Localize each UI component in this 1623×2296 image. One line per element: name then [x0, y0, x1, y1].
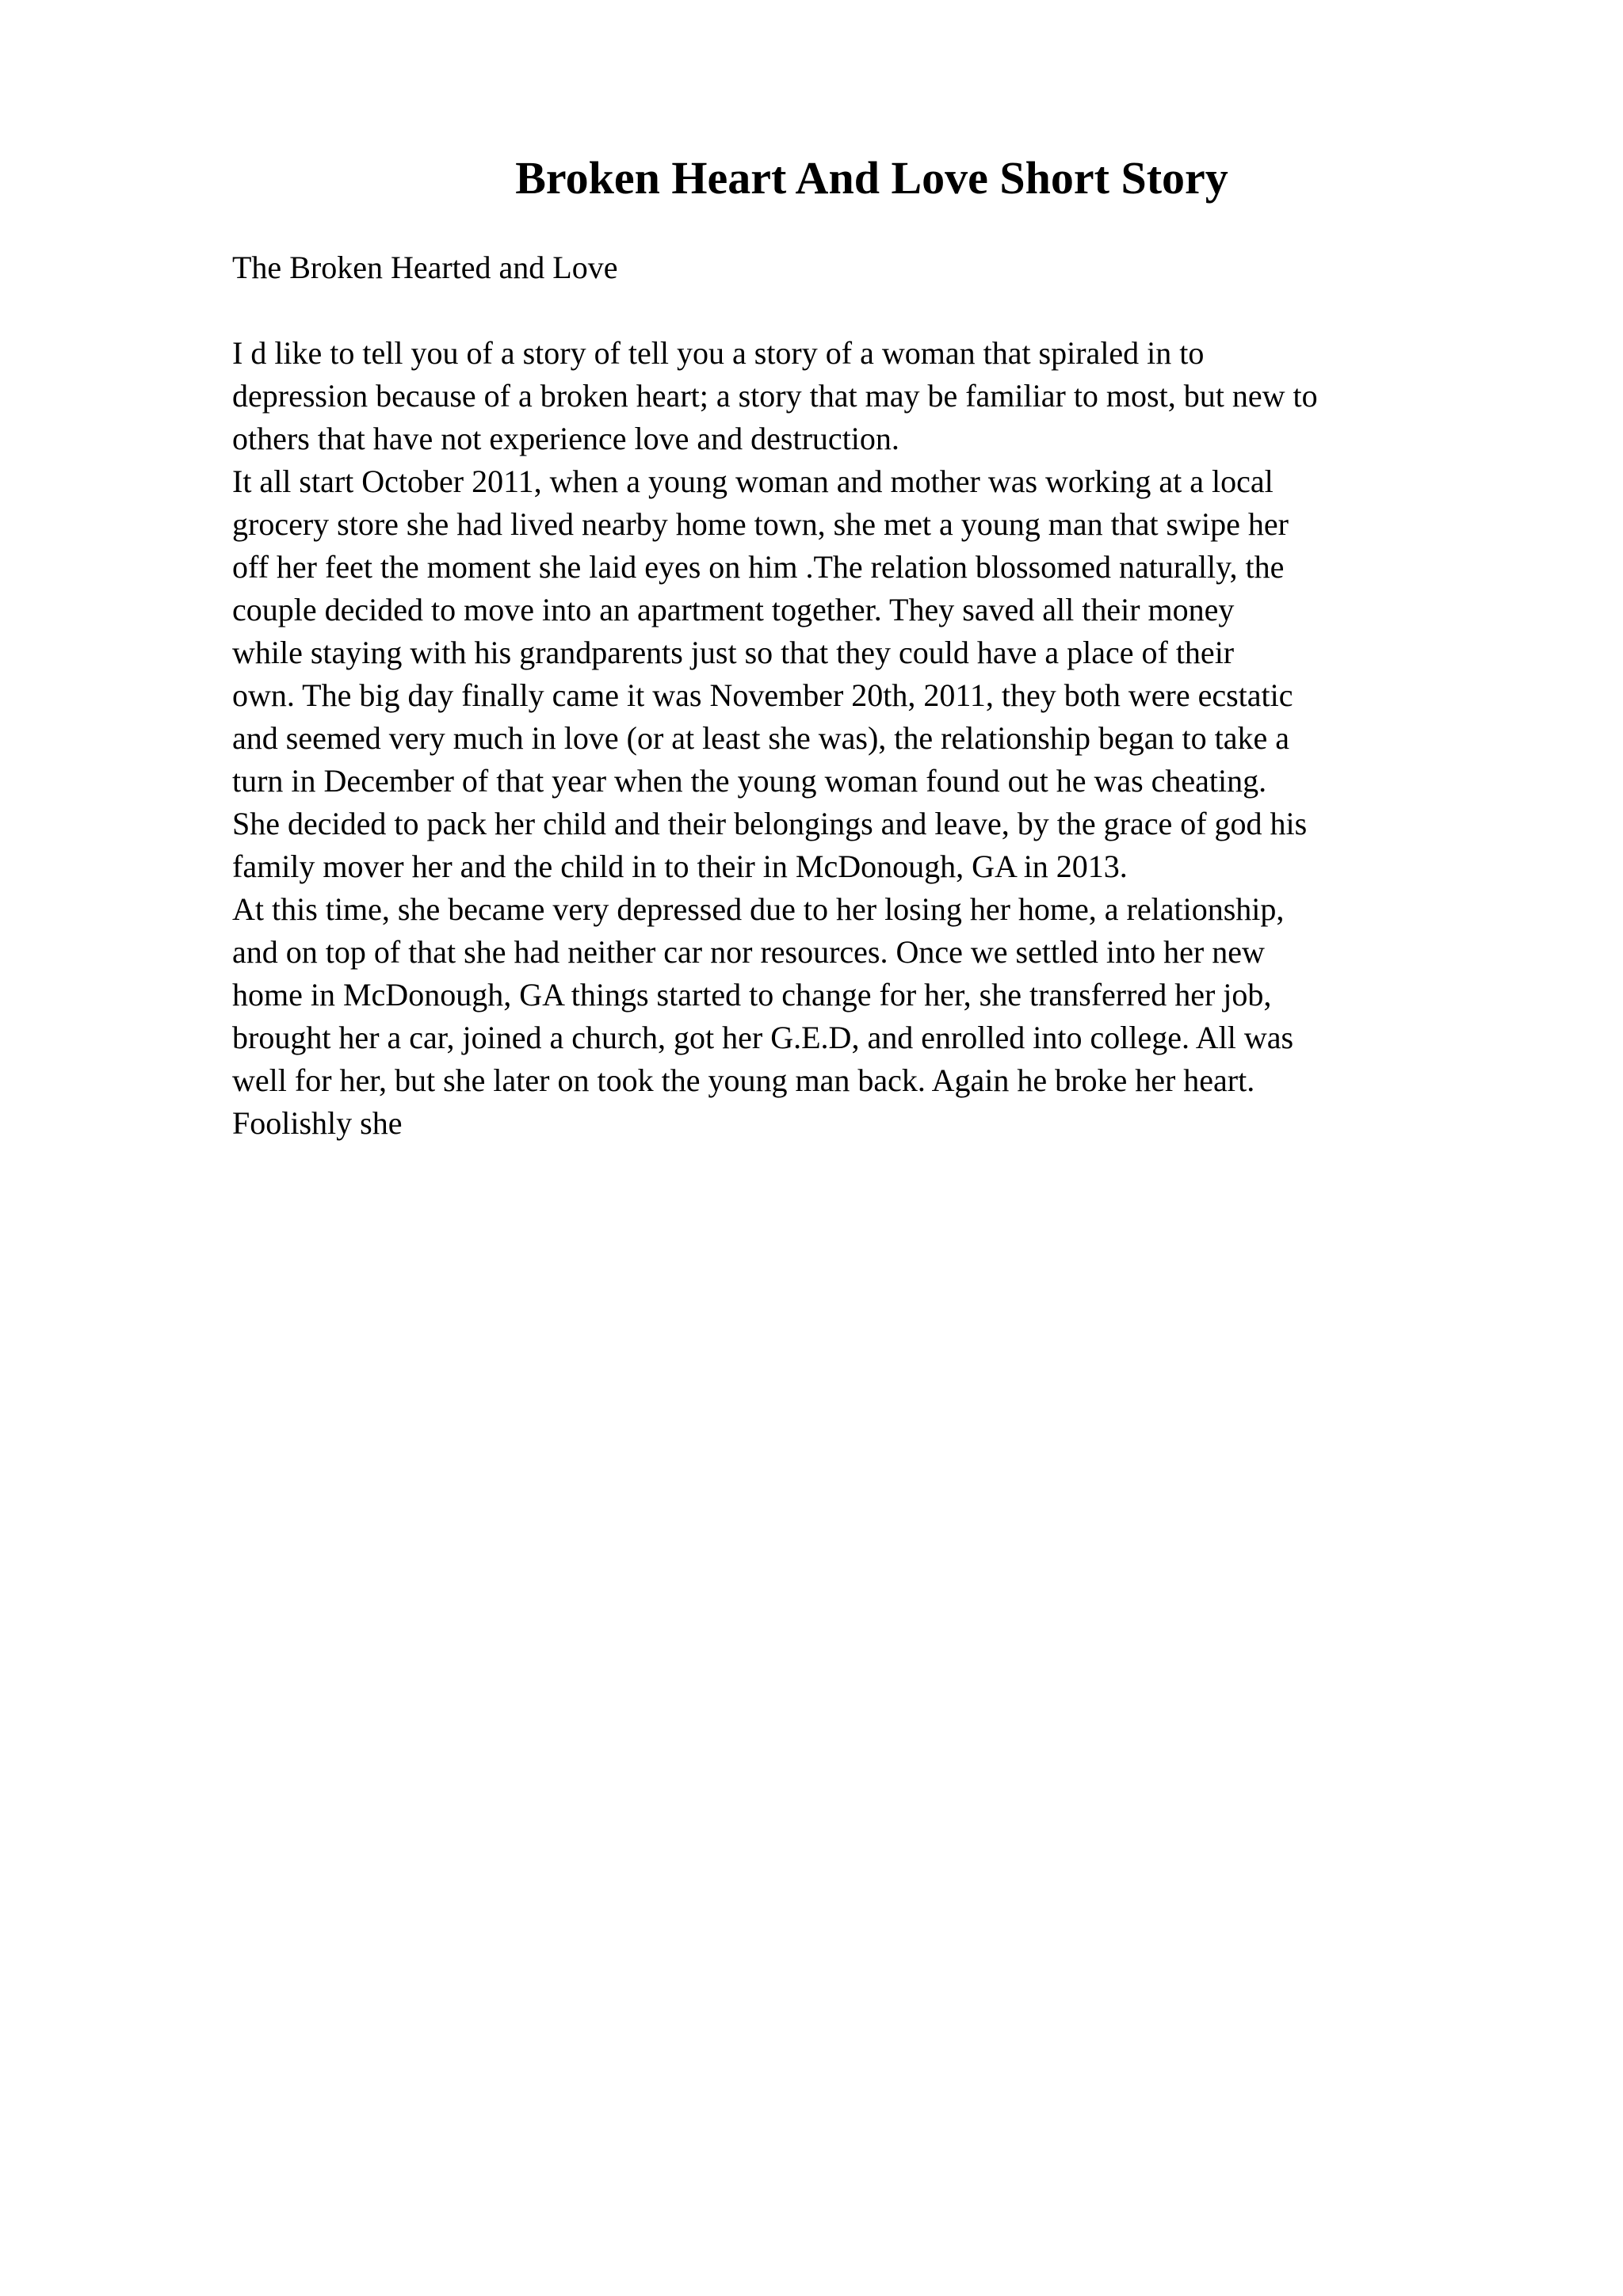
body-line: well for her, but she later on took the young man back. Again he broke her heart. — [232, 1062, 1255, 1098]
body-line: It all start October 2011, when a young woman and mother was working at a local — [232, 463, 1274, 499]
body-line: family mover her and the child in to their in McDonough, GA in 2013. — [232, 849, 1128, 884]
body-line: and seemed very much in love (or at least she was), the relationship began to take a — [232, 720, 1289, 756]
body-line: and on top of that she had neither car nor resources. Once we settled into her new — [232, 934, 1265, 970]
body-line: while staying with his grandparents just so that they could have a place of their — [232, 635, 1235, 670]
body-line: home in McDonough, GA things started to change for her, she transferred her job, — [232, 977, 1272, 1013]
body-line: grocery store she had lived nearby home town, she met a young man that swipe her — [232, 506, 1289, 542]
body-line: I d like to tell you of a story of tell you a story of a woman that spiraled in to — [232, 335, 1205, 371]
document-body — [232, 246, 1516, 1145]
body-line: own. The big day finally came it was November 20th, 2011, they both were ecstatic — [232, 677, 1293, 713]
body-line: depression because of a broken heart; a story that may be familiar to most, but new to — [232, 378, 1318, 414]
body-line: couple decided to move into an apartment together. They saved all their money — [232, 592, 1235, 627]
body-line: others that have not experience love and destruction. — [232, 421, 899, 456]
body-line: She decided to pack her child and their belongings and leave, by the grace of god his — [232, 806, 1308, 841]
body-line: brought her a car, joined a church, got her G.E.D, and enrolled into college. All was — [232, 1020, 1294, 1055]
body-line: off her feet the moment she laid eyes on him .The relation blossomed naturally, the — [232, 549, 1285, 585]
body-line: At this time, she became very depressed due to her losing her home, a relationship, — [232, 891, 1285, 927]
body-line: turn in December of that year when the young woman found out he was cheating. — [232, 763, 1267, 799]
document-title: Broken Heart And Love Short Story — [515, 152, 1228, 204]
document-subtitle: The Broken Hearted and Love — [232, 250, 618, 285]
body-line: Foolishly she — [232, 1105, 403, 1141]
